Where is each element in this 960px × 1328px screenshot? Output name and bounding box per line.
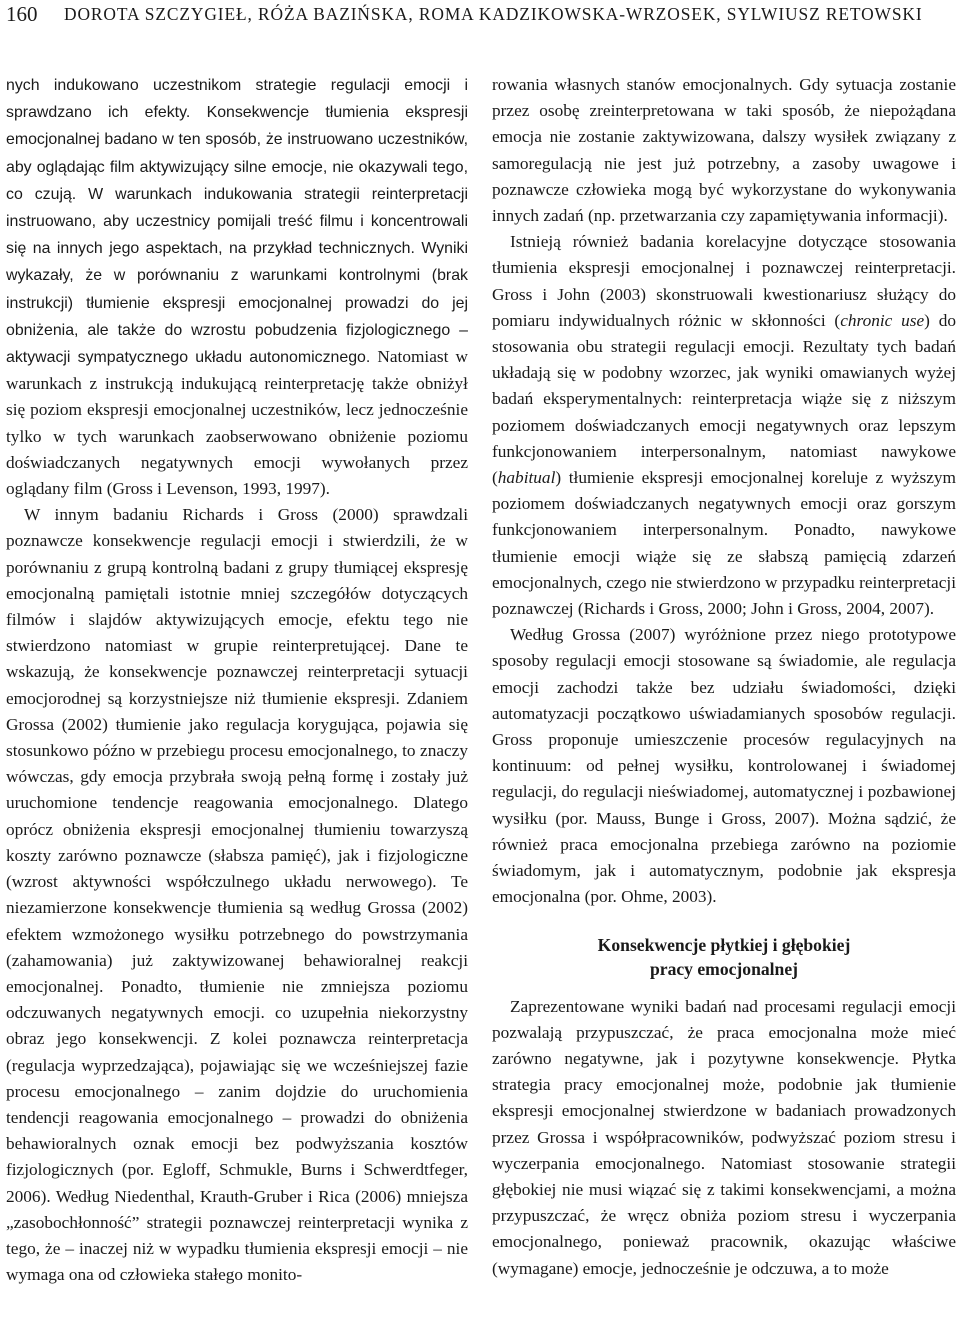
italic-term: habitual (497, 468, 556, 488)
section-heading-line: pracy emocjonalnej (649, 958, 799, 979)
italic-term: chronic use (840, 310, 925, 330)
sans-text-run: nych indukowano uczestnikom strategie regulacji emocji i sprawdzano ich efekty. Konsekwencje tłumienia ekspresji emocjonalnej badano w ten sposób, że instruowano uczestników, aby oglądając film aktywizujący silne emocje, nie okazywali tego, co czują. W warunkach indukowania strategii reinterpretacji instruowano, aby uczestnicy pomijali treść filmu i koncentrowali się na innych jego aspektach, na przykład technicznych. Wyniki wykazały, że w porównaniu z warunkami kontrolnymi (brak instrukcji) tłumienie ekspresji emocjonalnej prowadzi do jej obniżenia, ale także do wzrostu pobudzenia fizjologicznego – aktywacji sympatycznego układu autonomicznego. (6, 77, 468, 367)
paragraph (492, 229, 956, 622)
running-header (6, 0, 956, 40)
text-run: ) tłumienie ekspresji emocjonalnej koreluje z wyższym poziomem doświadczanych negatywnych emocji oraz gorszym funkcjonowaniem interpersonalnym. Ponadto, nawykowe tłumienie emocji wiąże się ze słabszą pamięcią zdarzeń emocjonalnych, czego nie stwierdzono w przypadku reinterpretacji poznawczej (Richards i Gross, 2000; John i Gross, 2004, 2007). (492, 468, 957, 619)
running-head-authors: DOROTA SZCZYGIEŁ, RÓŻA BAZIŃSKA, ROMA KADZIKOWSKA-WRZOSEK, SYLWIUSZ RETOWSKI (64, 4, 923, 24)
section-heading-line: Konsekwencje płytkiej i głębokiej (597, 934, 851, 955)
paragraph (6, 72, 468, 502)
paragraph: Zaprezentowane wyniki badań nad procesami regulacji emocji pozwalają przypuszczać, że praca emocjonalna może mieć zarówno negatywne, jak i pozytywne konsekwencje. Płytka strategia pracy emocjonalnej może, podobnie jak tłumienie ekspresji emocjonalnej stwierdzone w badaniach prowadzonych przez Grossa i współpracowników, podwyższać poziom stresu i wyczerpania emocjonalnego. Natomiast stosowanie strategii głębokiej nie musi wiązać się z takimi konsekwencjami, a można przypuszczać, że wręcz obniża poziom stresu i wyczerpania emocjonalnego, ponieważ pracownik, okazując właściwe (wymagane) emocje, jednocześnie je odczuwa, a to może (492, 996, 956, 1278)
paragraph: W innym badaniu Richards i Gross (2000) sprawdzali poznawcze konsekwencje regulacji emocji i stwierdzili, że w porównaniu z grupą kontrolną badani z grupy tłumiącej ekspresję emocjonalną pamiętali istotnie mniej szczegółów dotyczących filmów i slajdów aktywizujących emocje, efektu tego nie stwierdzono natomiast w grupie reinterpretującej. Dane te wskazują, że konsekwencje poznawczej reinterpretacji sytuacji emocjorodnej są korzystniejsze niż tłumienie ekspresji. Zdaniem Grossa (2002) tłumienie jako regulacja korygująca, pojawia się stosunkowo późno w przebiegu procesu emocjonalnego, to znaczy wówczas, gdy emocja przybrała swoją pełną formę i zostały już uruchomione tendencje reagowania emocjonalnego. Dlatego oprócz obniżenia ekspresji emocjonalnej tłumieniu towarzyszą koszty zarówno poznawcze (słabsza pamięć), jak i fizjologiczne (wzrost aktywności współczulnego układu nerwowego). Te niezamierzone konsekwencje tłumienia są według Grossa (2002) efektem wzmożonego wysiłku potrzebnego do powstrzymania (zahamowania) już zaktywizowanej behawioralnej reakcji emocjonalnej. Ponadto, tłumienie nie zmniejsza poziomu odczuwanych negatywnych emocji. co uzupełnia niekorzystny obraz jego konsekwencji. Z kolei poznawcza reinterpretacja (regulacja wyprzedzająca), pojawiając się we wcześniejszej fazie procesu emocjonalnego – zanim dojdzie do uruchomienia tendencji reagowania emocjonalnego – prowadzi do obniżenia behawioralnych oznak emocji bez podwyższania kosztów fizjologicznych (por. Egloff, Schmukle, Burns i Schwerdtfeger, 2006). Według Niedenthal, Krauth-Gruber i Rica (2006) mniejsza „zasobochłonność” strategii poznawczej reinterpretacji wynika z tego, że – inaczej niż w wypadku tłumienia ekspresji emocji – nie wymaga ona od człowieka stałego monito- (6, 505, 468, 1285)
right-column (492, 72, 956, 1282)
text-run: ) do stosowania obu strategii regulacji emocji. Rezultaty tych badań układają się w podobny wzorzec, jak wyniki omawianych wyżej badań eksperymentalnych: reinterpretacja wiąże się z niższym poziomem doświadczanych emocji negatywnych oraz lepszym funkcjonowaniem interpersonalnym, natomiast nawykowe ( (492, 310, 956, 488)
serif-text-run: Natomiast w warunkach z instrukcją indukującą reinterpretację także obniżył się poziom ekspresji emocjonalnej uczestników, lecz jednocześnie tylko w tych warunkach zaobserwowano obniżenie poziomu doświadczanych negatywnych emocji wywołanych przez oglądany film (Gross i Levenson, 1993, 1997). (6, 347, 468, 499)
paragraph: rowania własnych stanów emocjonalnych. Gdy sytuacja zostanie przez osobę zreinterpretowana w taki sposób, że niepożądana emocja nie zostanie zaktywizowana, dalszy wysiłek związany z samoregulacją nie jest już potrzebny, a zasoby uwagowe i poznawcze człowieka mogą być wykorzystane do wykonywania innych zadań (np. przetwarzania czy zapamiętywania informacji). (492, 75, 956, 226)
page-number: 160 (6, 2, 38, 26)
section-heading (492, 933, 956, 981)
text-run: Istnieją również badania korelacyjne dotyczące stosowania tłumienia ekspresji emocjonalnej i poznawczej reinterpretacji. Gross i John (2003) skonstruowali kwestionariusz służący do pomiaru indywidualnych różnic w skłonności ( (492, 232, 956, 330)
paragraph: Według Grossa (2007) wyróżnione przez niego prototypowe sposoby regulacji emocji stosowane są świadomie, ale regulacja emocji zachodzi także bez udziału świadomości, dzięki automatyzacji początkowo uświadamianych sposobów regulacji. Gross proponuje umieszczenie procesów regulacyjnych na kontinuum: od pełnej wysiłku, kontrolowanej i świadomej regulacji, do regulacji nieświadomej, automatycznej i pozbawionej wysiłku (por. Mauss, Bunge i Gross, 2007). Można sądzić, że również praca emocjonalna przebiega zarówno na poziomie świadomym, jak i automatycznym, podobnie jak ekspresja emocjonalna (por. Ohme, 2003). (492, 625, 956, 907)
left-column (6, 72, 468, 1288)
